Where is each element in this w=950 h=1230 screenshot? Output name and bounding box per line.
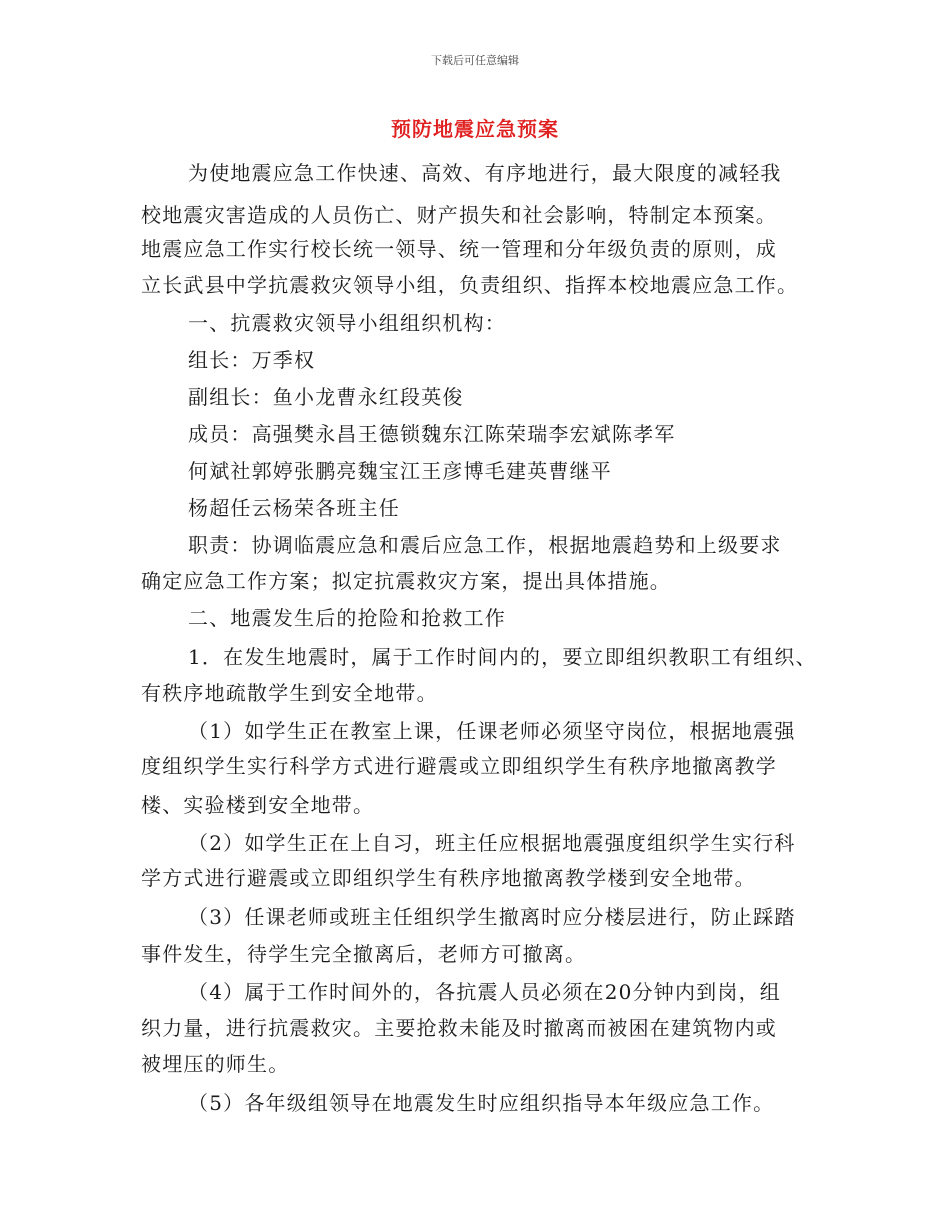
body-line: 杨超任云杨荣各班主任 bbox=[188, 496, 400, 520]
document-title: 预防地震应急预案 bbox=[391, 117, 559, 141]
section-heading: 一、抗震救灾领导小组组织机构： bbox=[188, 311, 506, 335]
body-line: 度组织学生实行科学方式进行避震或立即组织学生有秩序地撤离教学 bbox=[141, 754, 777, 778]
body-line: 确定应急工作方案；拟定抗震救灾方案，提出具体措施。 bbox=[141, 569, 671, 593]
body-line: （4）属于工作时间外的，各抗震人员必须在20分钟内到岗，组 bbox=[188, 980, 781, 1004]
body-line: （2）如学生正在上自习，班主任应根据地震强度组织学生实行科 bbox=[188, 831, 796, 855]
body-line: 事件发生，待学生完全撤离后，老师方可撤离。 bbox=[141, 942, 587, 966]
body-line: 校地震灾害造成的人员伤亡、财产损失和社会影响，特制定本预案。 bbox=[141, 203, 777, 227]
body-line: （3）任课老师或班主任组织学生撤离时应分楼层进行，防止踩踏 bbox=[188, 905, 796, 929]
body-line: 楼、实验楼到安全地带。 bbox=[141, 793, 375, 817]
body-line: 被埋压的师生。 bbox=[141, 1052, 290, 1076]
body-line: 组长：万季权 bbox=[188, 348, 316, 372]
section-heading: 二、地震发生后的抢险和抢救工作 bbox=[188, 606, 506, 630]
body-line: 成员：高强樊永昌王德锁魏东江陈荣瑞李宏斌陈孝军 bbox=[188, 422, 676, 446]
body-line: 1．在发生地震时，属于工作时间内的，要立即组织教职工有组织、 bbox=[188, 645, 817, 669]
body-line: 地震应急工作实行校长统一领导、统一管理和分年级负责的原则，成 bbox=[141, 237, 777, 261]
body-line: 何斌社郭婷张鹏亮魏宝江王彦博毛建英曹继平 bbox=[188, 459, 612, 483]
header-note: 下载后可任意编辑 bbox=[431, 54, 519, 67]
body-line: 织力量，进行抗震救灾。主要抢救未能及时撤离而被困在建筑物内或 bbox=[141, 1016, 777, 1040]
body-line: （5）各年级组领导在地震发生时应组织指导本年级应急工作。 bbox=[188, 1091, 775, 1115]
body-line: 副组长：鱼小龙曹永红段英俊 bbox=[188, 385, 464, 409]
body-line: 有秩序地疏散学生到安全地带。 bbox=[141, 681, 438, 705]
body-line: 为使地震应急工作快速、高效、有序地进行，最大限度的减轻我 bbox=[188, 161, 782, 185]
body-line: 立长武县中学抗震救灾领导小组，负责组织、指挥本校地震应急工作。 bbox=[141, 273, 799, 297]
body-line: 学方式进行避震或立即组织学生有秩序地撤离教学楼到安全地带。 bbox=[141, 866, 756, 890]
body-line: 职责：协调临震应急和震后应急工作，根据地震趋势和上级要求 bbox=[188, 533, 782, 557]
body-line: （1）如学生正在教室上课，任课老师必须坚守岗位，根据地震强 bbox=[188, 719, 796, 743]
